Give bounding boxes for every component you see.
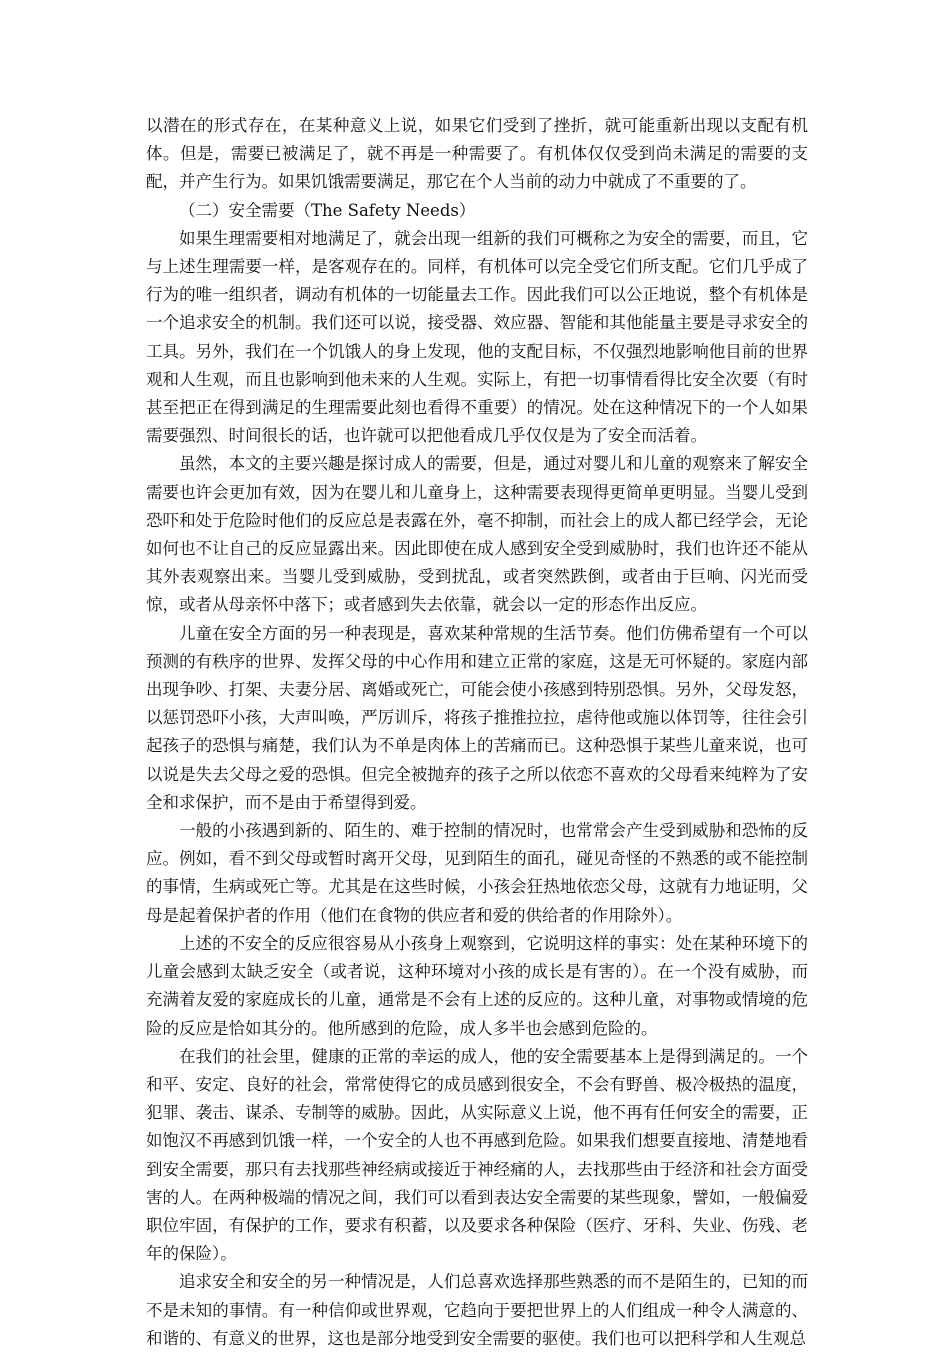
section-heading: （二）安全需要（The Safety Needs） (179, 200, 476, 220)
document-page (146, 112, 808, 1353)
paragraph: 如果生理需要相对地满足了，就会出现一组新的我们可概称之为安全的需要，而且，它与上述生理需要一样，是客观存在的。同样，有机体可以完全受它们所支配。它们几乎成了行为的唯一组织者，调动有机体的一切能量去工作。因此我们可以公正地说，整个有机体是一个追求安全的机制。我们还可以说，接受器、效应器、智能和其他能量主要是寻求安全的工具。另外，我们在一个饥饿人的身上发现，他的支配目标，不仅强烈地影响他目前的世界观和人生观，而且也影响到他未来的人生观。实际上，有把一切事情看得比安全次要（有时甚至把正在得到满足的生理需要此刻也看得不重要）的情况。处在这种情况下的一个人如果需要强烈、时间很长的话，也许就可以把他看成几乎仅仅是为了安全而活着。 (146, 228, 808, 446)
paragraph: 上述的不安全的反应很容易从小孩身上观察到，它说明这样的事实：处在某种环境下的儿童会感到太缺乏安全（或者说，这种环境对小孩的成长是有害的）。在一个没有威胁，而充满着友爱的家庭成长的儿童，通常是不会有上述的反应的。这种儿童，对事物或情境的危险的反应是恰如其分的。他所感到的危险，成人多半也会感到危险的。 (146, 933, 808, 1038)
paragraph: 在我们的社会里，健康的正常的幸运的成人，他的安全需要基本上是得到满足的。一个和平、安定、良好的社会，常常使得它的成员感到很安全，不会有野兽、极冷极热的温度，犯罪、袭击、谋杀、专制等的威胁。因此，从实际意义上说，他不再有任何安全的需要，正如饱汉不再感到饥饿一样，一个安全的人也不再感到危险。如果我们想要直接地、清楚地看到安全需要，那只有去找那些神经病或接近于神经痛的人，去找那些由于经济和社会方面受害的人。在两种极端的情况之间，我们可以看到表达安全需要的某些现象，譬如，一般偏爱职位牢固，有保护的工作，要求有积蓄，以及要求各种保险（医疗、牙科、失业、伤残、老年的保险）。 (146, 1046, 808, 1264)
paragraph: 虽然，本文的主要兴趣是探讨成人的需要，但是，通过对婴儿和儿童的观察来了解安全需要也许会更加有效，因为在婴儿和儿童身上，这种需要表现得更简单更明显。当婴儿受到恐吓和处于危险时他们的反应总是表露在外，毫不抑制，而社会上的成人都已经学会，无论如何也不让自己的反应显露出来。因此即使在成人感到安全受到威胁时，我们也许还不能从其外表观察出来。当婴儿受到威胁，受到扰乱，或者突然跌倒，或者由于巨响、闪光而受惊，或者从母亲怀中落下；或者感到失去依靠，就会以一定的形态作出反应。 (146, 454, 808, 615)
paragraph: 追求安全和安全的另一种情况是，人们总喜欢选择那些熟悉的而不是陌生的，已知的而不是未知的事情。有一种信仰或世界观，它趋向于要把世界上的人们组成一种令人满意的、和谐的、有意义的世界，这也是部分地受到安全需要的驱使。我们也可以把科学和人生观总 (146, 1272, 808, 1348)
paragraph-continuation: 以潜在的形式存在，在某种意义上说，如果它们受到了挫折，就可能重新出现以支配有机体。但是，需要已被满足了，就不再是一种需要了。有机体仅仅受到尚未满足的需要的支配，并产生行为。如果饥饿需要满足，那它在个人当前的动力中就成了不重要的了。 (146, 116, 808, 192)
paragraph: 一般的小孩遇到新的、陌生的、难于控制的情况时，也常常会产生受到威胁和恐怖的反应。例如，看不到父母或暂时离开父母，见到陌生的面孔，碰见奇怪的不熟悉的或不能控制的事情，生病或死亡等。尤其是在这些时候，小孩会狂热地依恋父母，这就有力地证明，父母是起着保护者的作用（他们在食物的供应者和爱的供给者的作用除外）。 (146, 821, 808, 925)
paragraph: 儿童在安全方面的另一种表现是，喜欢某种常规的生活节奏。他们仿佛希望有一个可以预测的有秩序的世界、发挥父母的中心作用和建立正常的家庭，这是无可怀疑的。家庭内部出现争吵、打架、夫妻分居、离婚或死亡，可能会使小孩感到特别恐惧。另外，父母发怒，以惩罚恐吓小孩，大声叫唤，严厉训斥，将孩子推推拉拉，虐待他或施以体罚等，往往会引起孩子的恐惧与痛楚，我们认为不单是肉体上的苦痛而已。这种恐惧于某些儿童来说，也可以说是失去父母之爱的恐惧。但完全被抛弃的孩子之所以依恋不喜欢的父母看来纯粹为了安全和求保护，而不是由于希望得到爱。 (146, 623, 808, 812)
